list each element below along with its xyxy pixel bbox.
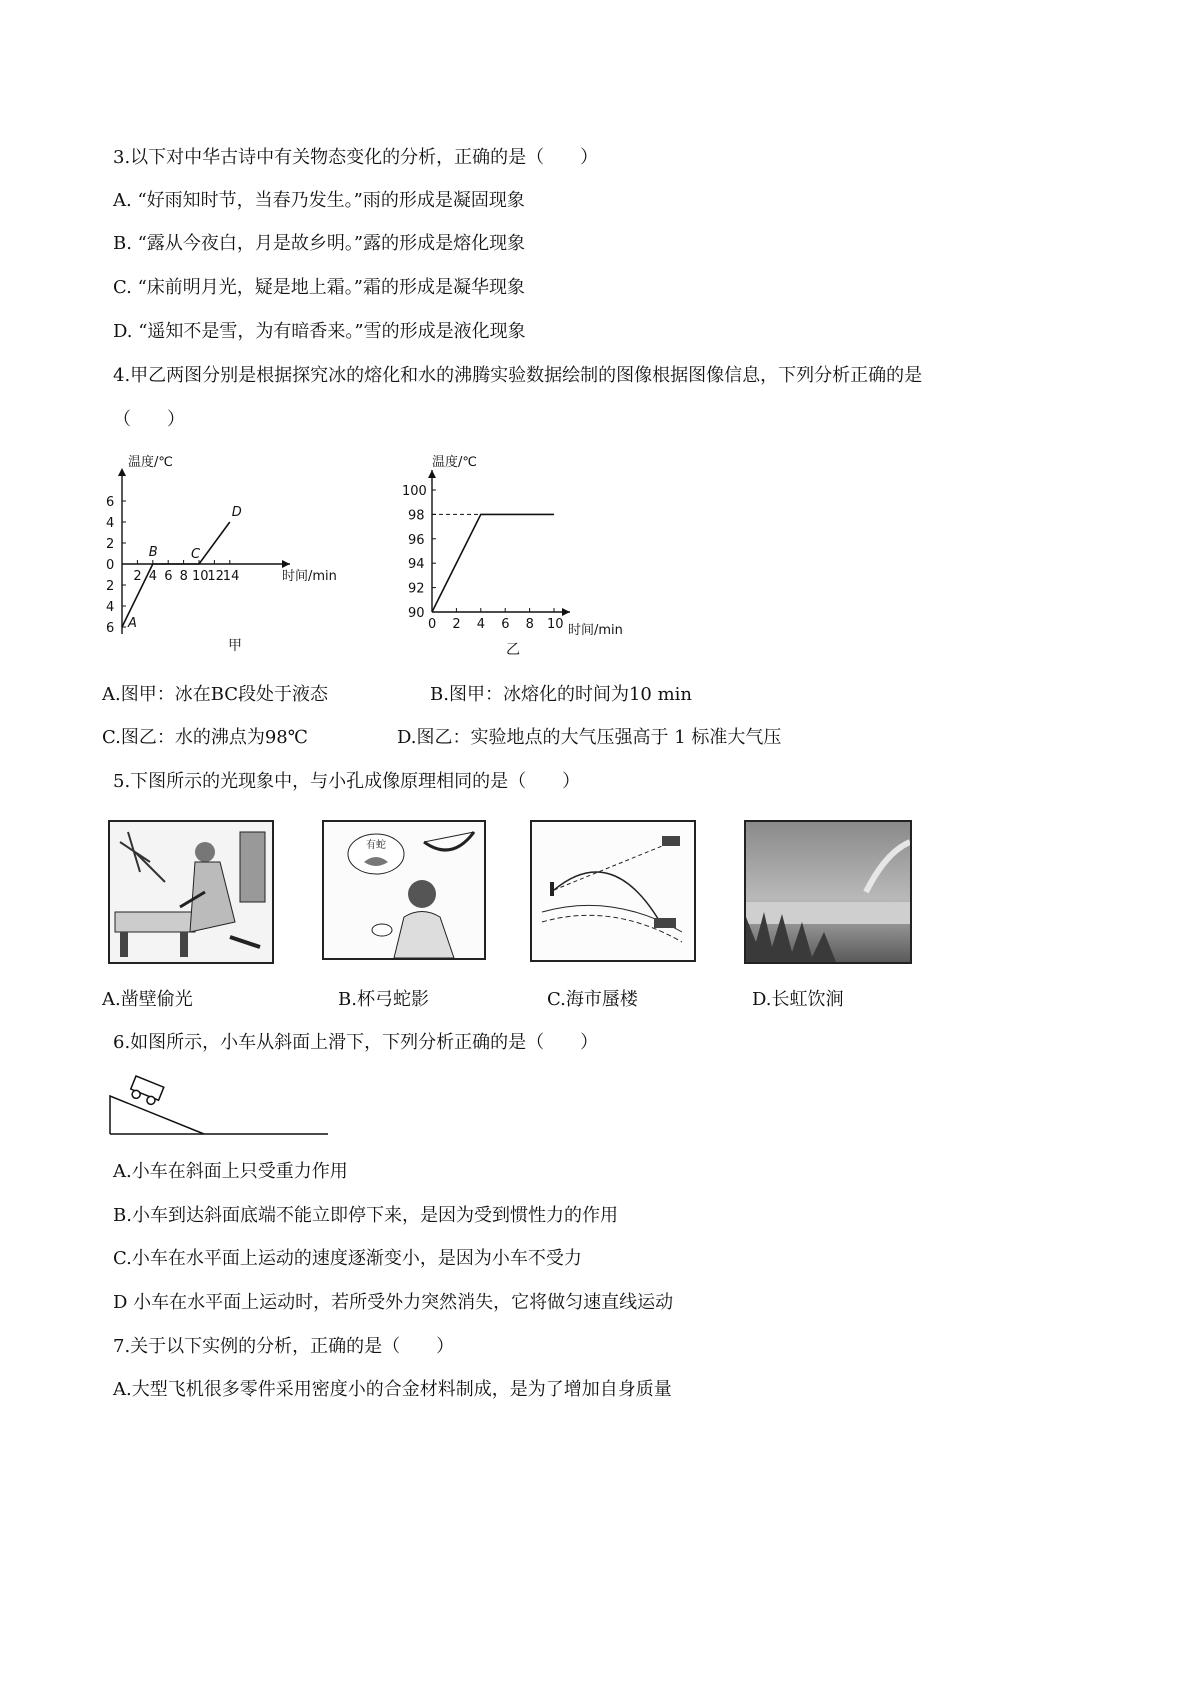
x-tick-label-yi: 2: [452, 617, 461, 632]
series-line-yi: [432, 514, 554, 612]
q4-option-d: D.图乙：实验地点的大气压强高于 1 标准大气压: [397, 727, 782, 748]
x-tick-label-jia: 2: [133, 569, 142, 584]
caption-yi: 乙: [506, 642, 520, 658]
incline-slope: [110, 1096, 204, 1134]
point-label-d: D: [231, 505, 242, 520]
xlabel-jia: 时间/min: [282, 569, 337, 584]
x-tick-label-jia: 12: [207, 569, 224, 584]
q5-stem: 5.下图所示的光现象中，与小孔成像原理相同的是（ ）: [113, 771, 581, 792]
q6-option-b: B.小车到达斜面底端不能立即停下来，是因为受到惯性力的作用: [113, 1205, 618, 1226]
x-tick-label-jia: 10: [192, 569, 209, 584]
ylabel-yi: 温度/℃: [432, 455, 477, 470]
y-tick-label-yi: 90: [408, 606, 425, 621]
y-tick-label-yi: 94: [408, 557, 425, 573]
y-tick-label-jia: 4: [106, 600, 115, 615]
x-axis-arrow-yi: [562, 608, 570, 616]
x-tick-label-yi: 0: [428, 617, 437, 632]
q5-option-b: B.杯弓蛇影: [338, 989, 429, 1010]
q5-option-a: A.凿壁偷光: [102, 989, 193, 1010]
x-tick-label-yi: 8: [525, 617, 534, 632]
car-icon: [128, 1076, 164, 1107]
q7-option-a: A.大型飞机很多零件采用密度小的合金材料制成，是为了增加自身质量: [113, 1379, 672, 1400]
q5-option-d: D.长虹饮涧: [752, 989, 844, 1010]
incline-car-diagram: [106, 1070, 332, 1138]
rainbow-landscape-illustration: [746, 822, 910, 962]
picture-a-wall-light: [108, 820, 274, 964]
q3-option-a: A. “好雨知时节，当春乃发生。”雨的形成是凝固现象: [113, 190, 525, 211]
mirage-illustration: [532, 822, 694, 960]
y-tick-label-jia: 6: [106, 621, 115, 636]
y-tick-label-jia: 2: [106, 579, 115, 594]
q6-stem: 6.如图所示，小车从斜面上滑下，下列分析正确的是（ ）: [113, 1032, 599, 1053]
x-tick-label-jia: 14: [222, 569, 240, 584]
y-axis-arrow-jia: [118, 468, 126, 476]
scholar-reading-illustration: [110, 822, 272, 962]
q3-stem: 3.以下对中华古诗中有关物态变化的分析，正确的是（ ）: [113, 147, 599, 168]
picture-b-bow-snake: [322, 820, 486, 960]
q3-option-b: B. “露从今夜白，月是故乡明。”露的形成是熔化现象: [113, 233, 526, 254]
point-label-b: B: [148, 545, 158, 560]
x-tick-label-jia: 4: [148, 569, 158, 584]
y-tick-label-jia: 4: [106, 516, 115, 531]
y-tick-label-jia: 2: [106, 537, 115, 552]
y-tick-label-yi: 100: [402, 484, 427, 499]
y-tick-label-yi: 98: [408, 508, 425, 524]
caption-jia: 甲: [228, 638, 242, 654]
boiling-chart-yi: [398, 452, 658, 662]
person-and-bow-illustration: [324, 822, 484, 958]
q4-option-b: B.图甲：冰熔化的时间为10 min: [430, 684, 692, 705]
x-tick-label-yi: 4: [476, 617, 486, 632]
ylabel-jia: 温度/℃: [128, 455, 173, 470]
q3-option-c: C. “床前明月光，疑是地上霜。”霜的形成是凝华现象: [113, 277, 525, 298]
y-tick-label-yi: 92: [408, 581, 425, 597]
picture-c-mirage: [530, 820, 696, 962]
q4-option-c: C.图乙：水的沸点为98℃: [102, 727, 308, 748]
q6-option-c: C.小车在水平面上运动的速度逐渐变小，是因为小车不受力: [113, 1248, 582, 1269]
melting-chart-jia: [100, 452, 370, 662]
q3-option-d: D. “遥知不是雪，为有暗香来。”雪的形成是液化现象: [113, 321, 526, 342]
point-label-a: A: [128, 616, 137, 631]
q4-stem: 4.甲乙两图分别是根据探究冰的熔化和水的沸腾实验数据绘制的图像根据图像信息，下列分析正确的是: [113, 365, 923, 386]
y-axis-arrow-yi: [428, 470, 436, 478]
q5-option-c: C.海市蜃楼: [547, 989, 638, 1010]
q6-option-a: A.小车在斜面上只受重力作用: [113, 1161, 348, 1182]
y-tick-label-yi: 96: [408, 532, 425, 548]
xlabel-yi: 时间/min: [568, 623, 623, 638]
x-tick-label-yi: 6: [501, 617, 510, 632]
q4-stem-paren: （ ）: [113, 409, 185, 430]
q4-option-a: A.图甲：冰在BC段处于液态: [102, 684, 329, 705]
x-axis-arrow-jia: [282, 560, 290, 568]
x-tick-label-jia: 6: [164, 569, 173, 584]
y-tick-label-jia: 0: [106, 558, 115, 573]
picture-d-rainbow: [744, 820, 912, 964]
point-label-c: C: [191, 547, 201, 562]
q6-option-d: D 小车在水平面上运动时，若所受外力突然消失，它将做匀速直线运动: [113, 1292, 674, 1313]
x-tick-label-yi: 10: [547, 617, 564, 632]
x-tick-label-jia: 8: [179, 569, 188, 584]
y-tick-label-jia: 6: [106, 495, 115, 510]
q7-stem: 7.关于以下实例的分析，正确的是（ ）: [113, 1336, 455, 1357]
bubble-text: 有蛇: [366, 840, 386, 851]
